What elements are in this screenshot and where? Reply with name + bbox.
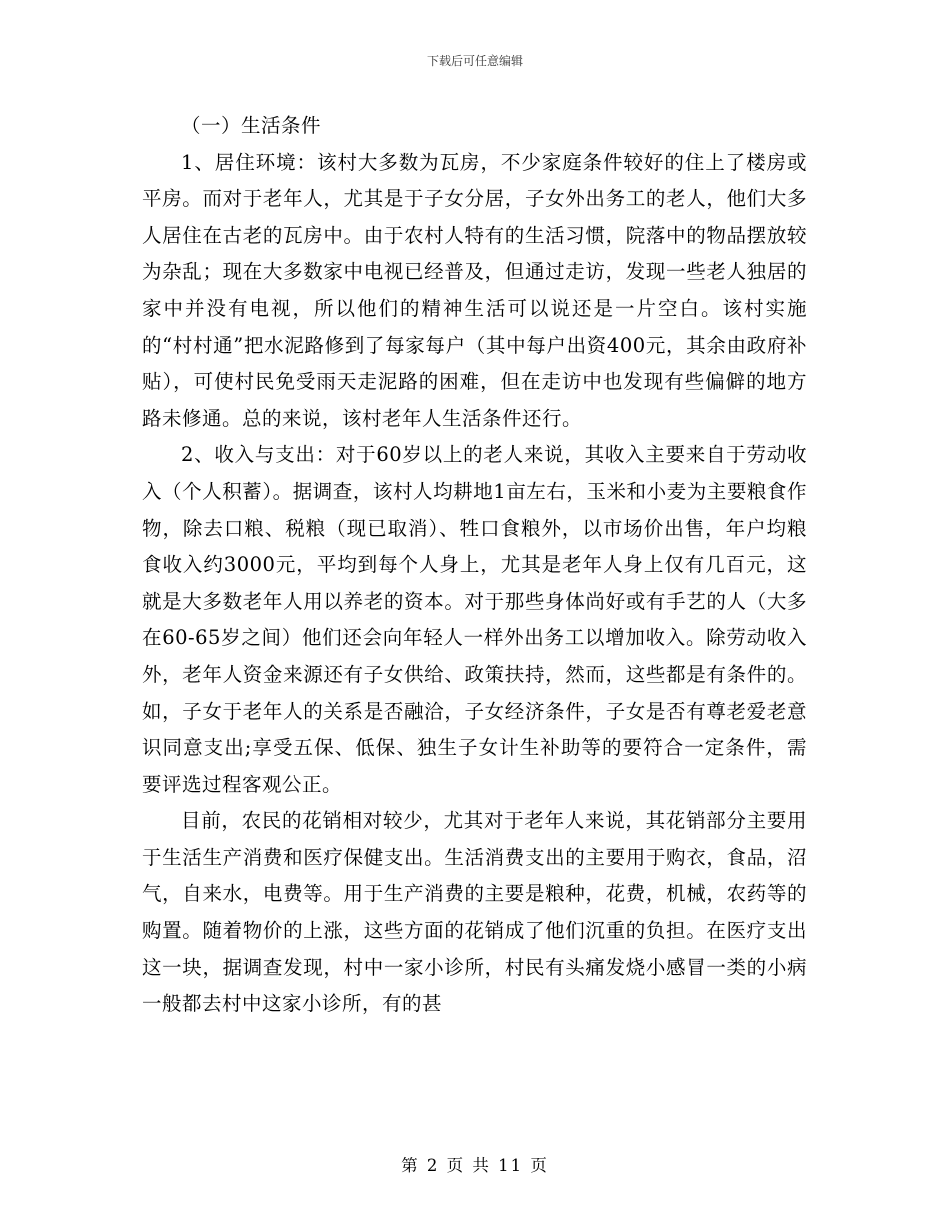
page-number-footer: 第 2 页 共 11 页 [401, 1156, 549, 1175]
section-heading: （一）生活条件 [181, 114, 322, 137]
paragraph-living-environment: 1、居住环境：该村大多数为瓦房，不少家庭条件较好的住上了楼房或平房。而对于老年人，尤其是于子女分居，子女外出务工的老人，他们大多人居住在古老的瓦房中。由于农村人特有的生活习惯，院落中的物品摆放较为杂乱；现在大多数家中电视已经普及，但通过走访，发现一些老人独居的家中并没有电视，所以他们的精神生活可以说还是一片空白。该村实施的“村村通”把水泥路修到了每家每户（其中每户出资400元，其余由政府补贴），可使村民免受雨天走泥路的困难，但在走访中也发现有些偏僻的地方路未修通。总的来说，该村老年人生活条件还行。 [142, 150, 807, 430]
paragraph-spending: 目前，农民的花销相对较少，尤其对于老年人来说，其花销部分主要用于生活生产消费和医疗保健支出。生活消费支出的主要用于购衣，食品，沼气，自来水，电费等。用于生产消费的主要是粮种，花费，机械，农药等的购置。随着物价的上涨，这些方面的花销成了他们沉重的负担。在医疗支出这一块，据调查发现，村中一家小诊所，村民有头痛发烧小感冒一类的小病一般都去村中这家小诊所，有的甚 [142, 809, 807, 1016]
page-header-note: 下载后可任意编辑 [426, 54, 523, 68]
paragraph-income-expenses: 2、收入与支出：对于60岁以上的老人来说，其收入主要来自于劳动收入（个人积蓄）。据调查，该村人均耕地1亩左右，玉米和小麦为主要粮食作物，除去口粮、税粮（现已取消）、牲口食粮外，以市场价出售，年户均粮食收入约3000元，平均到每个人身上，尤其是老年人身上仅有几百元，这就是大多数老年人用以养老的资本。对于那些身体尚好或有手艺的人（大多在60-65岁之间）他们还会向年轻人一样外出务工以增加收入。除劳动收入外，老年人资金来源还有子女供给、政策扶持，然而，这些都是有条件的。如，子女于老年人的关系是否融洽，子女经济条件，子女是否有尊老爱老意识同意支出;享受五保、低保、独生子女计生补助等的要符合一定条件，需要评选过程客观公正。 [142, 443, 807, 796]
document-body [142, 108, 807, 1023]
